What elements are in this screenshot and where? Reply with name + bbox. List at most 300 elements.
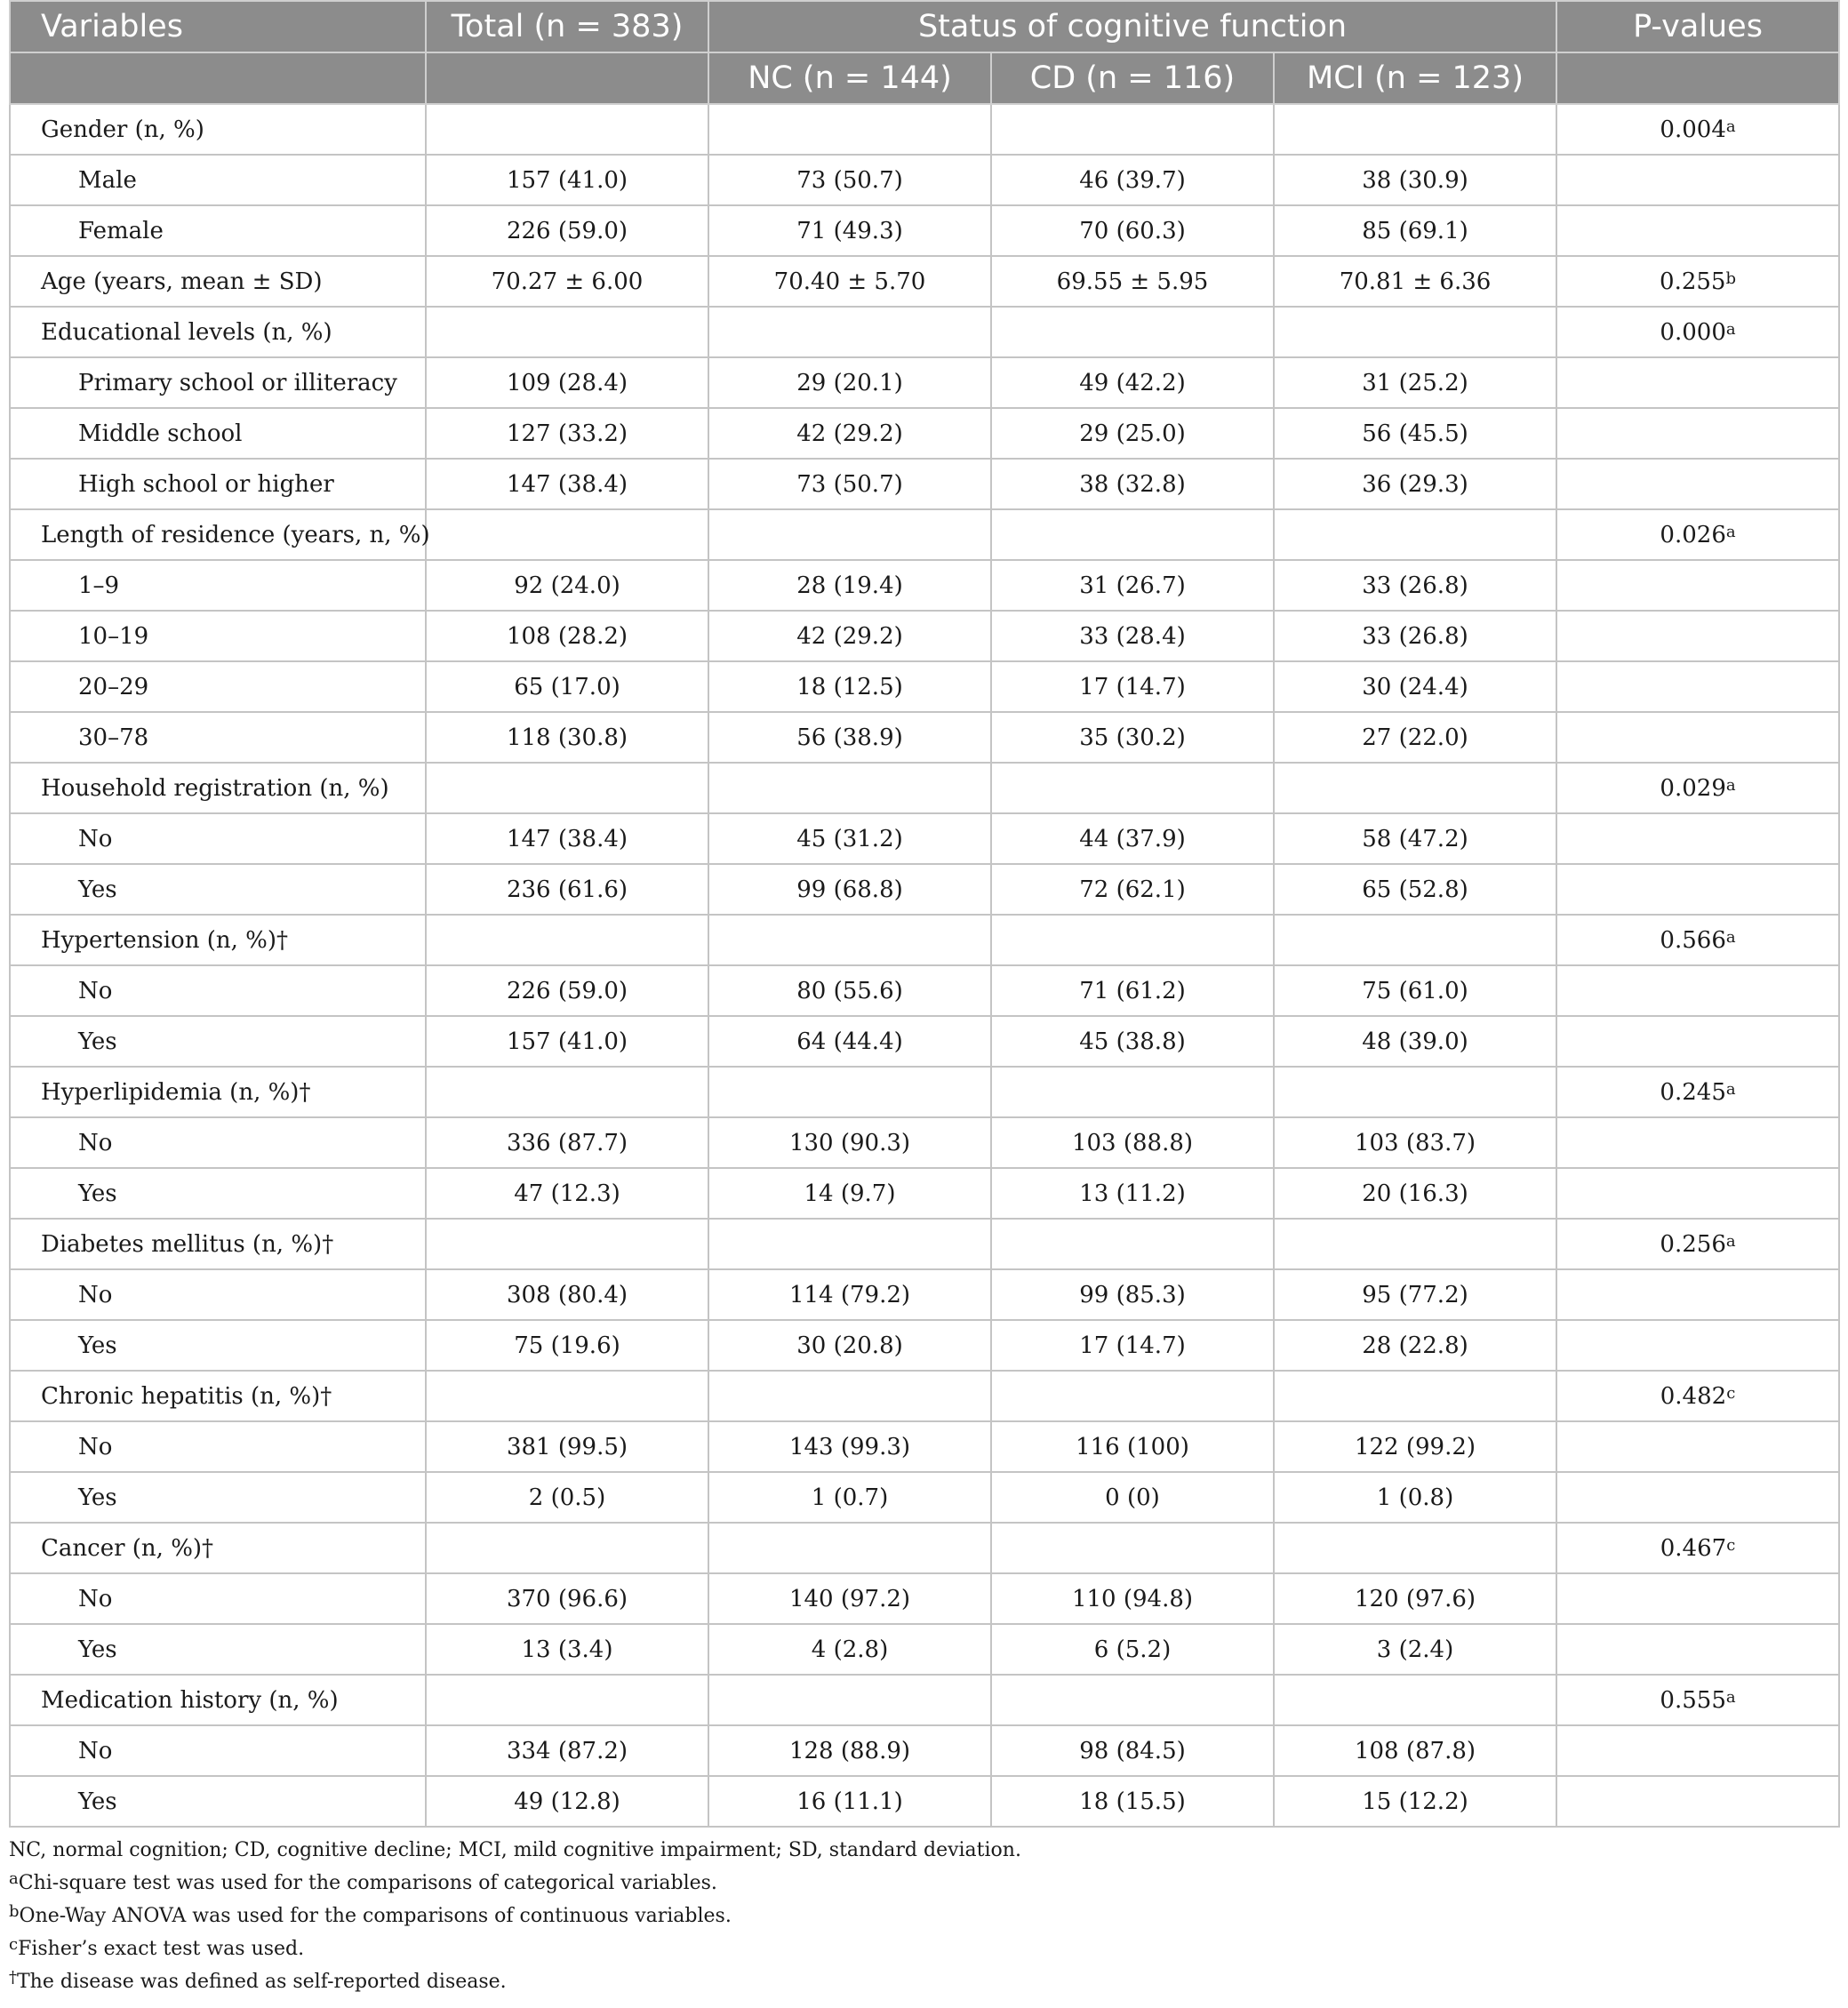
cell-mci-text: 33 (26.8) bbox=[1362, 572, 1468, 599]
cell-variable bbox=[10, 712, 426, 763]
cell-variable bbox=[10, 1523, 426, 1573]
cell-nc-text: 18 (12.5) bbox=[796, 673, 903, 700]
cell-pvalue bbox=[1556, 1168, 1839, 1219]
cell-cd bbox=[991, 509, 1274, 560]
cell-pvalue-text: 0.256 bbox=[1660, 1230, 1726, 1258]
cell-nc-text: 73 (50.7) bbox=[796, 166, 903, 194]
cell-total-text: 381 (99.5) bbox=[506, 1433, 628, 1460]
cell-total bbox=[426, 1421, 708, 1472]
cell-pvalue bbox=[1556, 104, 1839, 155]
cell-variable-text: Length of residence (years, n, %) bbox=[41, 521, 430, 548]
table-row bbox=[10, 1269, 1839, 1320]
cell-cd-text: 31 (26.7) bbox=[1079, 572, 1186, 599]
cell-variable bbox=[10, 763, 426, 813]
table-row bbox=[10, 1168, 1839, 1219]
cell-mci bbox=[1274, 1320, 1556, 1371]
cell-variable bbox=[10, 1168, 426, 1219]
cell-total bbox=[426, 1725, 708, 1776]
cell-nc bbox=[708, 256, 991, 307]
cell-total-text: 226 (59.0) bbox=[506, 977, 628, 1004]
cell-variable-text: Male bbox=[78, 166, 137, 194]
cell-pvalue bbox=[1556, 864, 1839, 915]
footnote-dagger bbox=[9, 1965, 1838, 1998]
cell-cd bbox=[991, 864, 1274, 915]
cell-pvalue bbox=[1556, 408, 1839, 459]
table-container bbox=[9, 0, 1838, 1828]
cell-nc-text: 143 (99.3) bbox=[788, 1433, 911, 1460]
cell-nc bbox=[708, 1168, 991, 1219]
cell-nc-text: 28 (19.4) bbox=[796, 572, 903, 599]
cell-mci-text: 85 (69.1) bbox=[1362, 217, 1468, 244]
cell-total-text: 157 (41.0) bbox=[506, 1028, 628, 1055]
cell-mci-text: 122 (99.2) bbox=[1354, 1433, 1476, 1460]
header-pvalues: P-values bbox=[1556, 1, 1839, 52]
cell-cd bbox=[991, 611, 1274, 661]
table-row bbox=[10, 712, 1839, 763]
cell-pvalue bbox=[1556, 1320, 1839, 1371]
table-row bbox=[10, 155, 1839, 205]
pvalue-superscript: c bbox=[1726, 1535, 1736, 1555]
cell-cd bbox=[991, 104, 1274, 155]
cell-mci bbox=[1274, 763, 1556, 813]
cell-mci bbox=[1274, 915, 1556, 965]
cell-nc-text: 71 (49.3) bbox=[796, 217, 903, 244]
cell-pvalue bbox=[1556, 1472, 1839, 1523]
pvalue-superscript: a bbox=[1725, 1079, 1736, 1099]
pvalue-superscript: c bbox=[1726, 1383, 1736, 1403]
cell-cd bbox=[991, 1371, 1274, 1421]
header-mci: MCI (n = 123) bbox=[1274, 52, 1556, 104]
cell-cd-text: 98 (84.5) bbox=[1079, 1737, 1186, 1764]
cell-cd-text: 6 (5.2) bbox=[1093, 1636, 1172, 1663]
cell-total bbox=[426, 357, 708, 408]
header-variables: Variables bbox=[10, 1, 426, 52]
cell-total-text: 2 (0.5) bbox=[528, 1484, 606, 1511]
table-row bbox=[10, 459, 1839, 509]
cell-pvalue bbox=[1556, 661, 1839, 712]
cell-variable-text: Yes bbox=[78, 1028, 117, 1055]
cell-variable bbox=[10, 1016, 426, 1067]
cell-mci bbox=[1274, 1219, 1556, 1269]
cell-variable-text: Middle school bbox=[78, 420, 243, 447]
cell-cd bbox=[991, 1776, 1274, 1827]
cell-variable bbox=[10, 1371, 426, 1421]
table-row bbox=[10, 357, 1839, 408]
cell-total bbox=[426, 307, 708, 357]
cell-nc-text: 42 (29.2) bbox=[796, 420, 903, 447]
header-nc: NC (n = 144) bbox=[708, 52, 991, 104]
cell-nc-text: 56 (38.9) bbox=[796, 724, 903, 751]
pvalue-superscript: a bbox=[1725, 116, 1736, 136]
cell-nc bbox=[708, 1016, 991, 1067]
table-row bbox=[10, 915, 1839, 965]
cell-cd bbox=[991, 965, 1274, 1016]
cell-cd-text: 103 (88.8) bbox=[1071, 1129, 1194, 1156]
cell-total-text: 226 (59.0) bbox=[506, 217, 628, 244]
cell-nc-text: 99 (68.8) bbox=[796, 876, 903, 903]
table-row bbox=[10, 1776, 1839, 1827]
cell-nc bbox=[708, 611, 991, 661]
table-row bbox=[10, 813, 1839, 864]
cell-nc bbox=[708, 104, 991, 155]
cell-variable-text: Hyperlipidemia (n, %)† bbox=[41, 1078, 311, 1106]
cell-total bbox=[426, 205, 708, 256]
cell-variable bbox=[10, 1320, 426, 1371]
cell-mci-text: 70.81 ± 6.36 bbox=[1339, 268, 1492, 295]
cell-cd bbox=[991, 661, 1274, 712]
footnote-b bbox=[9, 1900, 1838, 1932]
cell-pvalue bbox=[1556, 1725, 1839, 1776]
cell-cd bbox=[991, 763, 1274, 813]
cell-total bbox=[426, 256, 708, 307]
cell-total bbox=[426, 104, 708, 155]
cell-mci-text: 20 (16.3) bbox=[1362, 1180, 1468, 1207]
cell-mci-text: 27 (22.0) bbox=[1362, 724, 1468, 751]
cell-cd bbox=[991, 1624, 1274, 1675]
cell-pvalue bbox=[1556, 1421, 1839, 1472]
cell-total bbox=[426, 509, 708, 560]
header-cd: CD (n = 116) bbox=[991, 52, 1274, 104]
cell-variable bbox=[10, 1067, 426, 1117]
cell-mci-text: 15 (12.2) bbox=[1362, 1788, 1468, 1815]
cell-nc bbox=[708, 1725, 991, 1776]
cell-cd-text: 17 (14.7) bbox=[1079, 1332, 1186, 1359]
cell-nc-text: 45 (31.2) bbox=[796, 825, 903, 852]
cell-variable bbox=[10, 1776, 426, 1827]
cell-nc bbox=[708, 763, 991, 813]
cell-mci bbox=[1274, 1776, 1556, 1827]
pvalue-superscript: b bbox=[1725, 268, 1736, 288]
cell-mci bbox=[1274, 1421, 1556, 1472]
cell-nc-text: 30 (20.8) bbox=[796, 1332, 903, 1359]
cell-total bbox=[426, 1016, 708, 1067]
cell-mci-text: 75 (61.0) bbox=[1362, 977, 1468, 1004]
cell-variable-text: Female bbox=[78, 217, 164, 244]
cell-variable bbox=[10, 864, 426, 915]
cell-pvalue bbox=[1556, 256, 1839, 307]
table-row bbox=[10, 1472, 1839, 1523]
cell-total bbox=[426, 1523, 708, 1573]
cell-total-text: 370 (96.6) bbox=[506, 1585, 628, 1612]
cell-variable-text: Household registration (n, %) bbox=[41, 774, 389, 802]
cell-mci-text: 28 (22.8) bbox=[1362, 1332, 1468, 1359]
footnote-b-text: One-Way ANOVA was used for the comparisons of continuous variables. bbox=[19, 1905, 732, 1927]
footnote-abbreviations: NC, normal cognition; CD, cognitive decline; MCI, mild cognitive impairment; SD, standard deviation. bbox=[9, 1839, 1021, 1861]
cell-mci bbox=[1274, 1523, 1556, 1573]
cell-total-text: 336 (87.7) bbox=[506, 1129, 628, 1156]
cell-variable-text: Primary school or illiteracy bbox=[78, 369, 397, 396]
cell-pvalue-text: 0.555 bbox=[1660, 1686, 1726, 1714]
cell-mci bbox=[1274, 1016, 1556, 1067]
cell-variable-text: 10–19 bbox=[78, 622, 149, 650]
cell-total bbox=[426, 813, 708, 864]
cell-total bbox=[426, 1573, 708, 1624]
cell-total bbox=[426, 1168, 708, 1219]
cell-mci bbox=[1274, 307, 1556, 357]
cell-nc-text: 42 (29.2) bbox=[796, 622, 903, 650]
cell-pvalue bbox=[1556, 1675, 1839, 1725]
cell-total bbox=[426, 611, 708, 661]
cell-total-text: 127 (33.2) bbox=[506, 420, 628, 447]
cell-pvalue bbox=[1556, 1269, 1839, 1320]
cell-cd bbox=[991, 1269, 1274, 1320]
cell-cd bbox=[991, 307, 1274, 357]
footnote-a-text: Chi-square test was used for the comparisons of categorical variables. bbox=[18, 1872, 717, 1894]
cell-cd-text: 110 (94.8) bbox=[1071, 1585, 1194, 1612]
cell-variable-text: Hypertension (n, %)† bbox=[41, 926, 288, 954]
cell-nc bbox=[708, 1117, 991, 1168]
cell-mci-text: 58 (47.2) bbox=[1362, 825, 1468, 852]
cell-nc bbox=[708, 155, 991, 205]
cell-variable-text: Educational levels (n, %) bbox=[41, 318, 332, 346]
cell-mci-text: 56 (45.5) bbox=[1362, 420, 1468, 447]
cell-total-text: 109 (28.4) bbox=[506, 369, 628, 396]
cell-cd bbox=[991, 205, 1274, 256]
table-row bbox=[10, 1117, 1839, 1168]
cell-nc bbox=[708, 205, 991, 256]
cell-cd bbox=[991, 459, 1274, 509]
cell-variable bbox=[10, 1472, 426, 1523]
cell-variable bbox=[10, 1269, 426, 1320]
table-row bbox=[10, 661, 1839, 712]
cell-mci-text: 108 (87.8) bbox=[1354, 1737, 1476, 1764]
cell-total-text: 75 (19.6) bbox=[514, 1332, 620, 1359]
cell-nc bbox=[708, 459, 991, 509]
cell-mci bbox=[1274, 509, 1556, 560]
cell-pvalue bbox=[1556, 1371, 1839, 1421]
cell-mci bbox=[1274, 611, 1556, 661]
cell-pvalue bbox=[1556, 965, 1839, 1016]
cell-variable-text: No bbox=[78, 1281, 113, 1308]
cell-pvalue-text: 0.467 bbox=[1660, 1534, 1727, 1562]
footnote-c bbox=[9, 1932, 1838, 1965]
cell-total bbox=[426, 1320, 708, 1371]
cell-cd bbox=[991, 1472, 1274, 1523]
baseline-characteristics-table bbox=[9, 0, 1840, 1828]
cell-cd bbox=[991, 357, 1274, 408]
cell-mci bbox=[1274, 1117, 1556, 1168]
cell-nc-text: 14 (9.7) bbox=[804, 1180, 896, 1207]
cell-pvalue-text: 0.026 bbox=[1660, 521, 1726, 548]
cell-mci bbox=[1274, 1472, 1556, 1523]
cell-variable-text: No bbox=[78, 1129, 113, 1156]
cell-pvalue bbox=[1556, 1776, 1839, 1827]
cell-total bbox=[426, 1067, 708, 1117]
cell-cd-text: 38 (32.8) bbox=[1079, 470, 1186, 498]
cell-total bbox=[426, 1117, 708, 1168]
table-row bbox=[10, 1573, 1839, 1624]
cell-total bbox=[426, 915, 708, 965]
cell-cd bbox=[991, 915, 1274, 965]
cell-variable-text: Yes bbox=[78, 1788, 117, 1815]
cell-nc bbox=[708, 864, 991, 915]
table-row bbox=[10, 1523, 1839, 1573]
table-row bbox=[10, 1624, 1839, 1675]
cell-variable bbox=[10, 813, 426, 864]
cell-variable-text: Cancer (n, %)† bbox=[41, 1534, 214, 1562]
cell-pvalue-text: 0.482 bbox=[1660, 1382, 1727, 1410]
cell-variable-text: No bbox=[78, 825, 113, 852]
table-row bbox=[10, 205, 1839, 256]
cell-total bbox=[426, 1624, 708, 1675]
cell-variable-text: Yes bbox=[78, 1332, 117, 1359]
cell-mci bbox=[1274, 459, 1556, 509]
header-blank-variables bbox=[10, 52, 426, 104]
table-row bbox=[10, 1371, 1839, 1421]
table-row bbox=[10, 1675, 1839, 1725]
cell-total-text: 147 (38.4) bbox=[506, 825, 628, 852]
footnote-a bbox=[9, 1867, 1838, 1900]
cell-nc bbox=[708, 661, 991, 712]
cell-variable bbox=[10, 1624, 426, 1675]
cell-variable bbox=[10, 104, 426, 155]
cell-cd-text: 70 (60.3) bbox=[1079, 217, 1186, 244]
cell-nc bbox=[708, 1472, 991, 1523]
cell-nc bbox=[708, 1624, 991, 1675]
cell-variable bbox=[10, 357, 426, 408]
cell-cd bbox=[991, 256, 1274, 307]
cell-total bbox=[426, 661, 708, 712]
cell-nc bbox=[708, 1776, 991, 1827]
table-row bbox=[10, 509, 1839, 560]
table-row bbox=[10, 864, 1839, 915]
cell-mci bbox=[1274, 1573, 1556, 1624]
cell-cd-text: 72 (62.1) bbox=[1079, 876, 1186, 903]
cell-nc-text: 140 (97.2) bbox=[788, 1585, 911, 1612]
cell-total-text: 334 (87.2) bbox=[506, 1737, 628, 1764]
cell-total-text: 108 (28.2) bbox=[506, 622, 628, 650]
table-row bbox=[10, 611, 1839, 661]
cell-pvalue bbox=[1556, 1219, 1839, 1269]
cell-variable-text: 1–9 bbox=[78, 572, 120, 599]
cell-cd bbox=[991, 813, 1274, 864]
cell-pvalue bbox=[1556, 712, 1839, 763]
cell-cd bbox=[991, 1421, 1274, 1472]
cell-variable-text: 20–29 bbox=[78, 673, 149, 700]
cell-variable bbox=[10, 155, 426, 205]
cell-variable-text: Diabetes mellitus (n, %)† bbox=[41, 1230, 334, 1258]
cell-pvalue bbox=[1556, 1117, 1839, 1168]
cell-mci bbox=[1274, 1675, 1556, 1725]
footnote-c-text: Fisher’s exact test was used. bbox=[18, 1938, 305, 1960]
cell-nc bbox=[708, 1573, 991, 1624]
cell-mci bbox=[1274, 1269, 1556, 1320]
cell-total-text: 236 (61.6) bbox=[506, 876, 628, 903]
cell-nc bbox=[708, 560, 991, 611]
cell-variable bbox=[10, 205, 426, 256]
cell-variable-text: No bbox=[78, 1737, 113, 1764]
cell-variable-text: 30–78 bbox=[78, 724, 149, 751]
cell-mci bbox=[1274, 864, 1556, 915]
cell-variable bbox=[10, 509, 430, 560]
cell-cd bbox=[991, 1725, 1274, 1776]
table-row bbox=[10, 1219, 1839, 1269]
cell-total-text: 147 (38.4) bbox=[506, 470, 628, 498]
cell-nc bbox=[708, 1421, 991, 1472]
cell-cd-text: 46 (39.7) bbox=[1079, 166, 1186, 194]
cell-mci bbox=[1274, 357, 1556, 408]
cell-total bbox=[426, 1776, 708, 1827]
cell-cd bbox=[991, 1573, 1274, 1624]
cell-pvalue bbox=[1556, 1573, 1839, 1624]
cell-cd-text: 69.55 ± 5.95 bbox=[1056, 268, 1209, 295]
cell-pvalue bbox=[1556, 357, 1839, 408]
pvalue-superscript: a bbox=[1725, 927, 1736, 947]
cell-total-text: 157 (41.0) bbox=[506, 166, 628, 194]
cell-nc bbox=[708, 1219, 991, 1269]
footnote-c-mark: c bbox=[9, 1935, 19, 1954]
cell-mci bbox=[1274, 205, 1556, 256]
cell-variable bbox=[10, 1421, 426, 1472]
cell-cd bbox=[991, 560, 1274, 611]
cell-total bbox=[426, 155, 708, 205]
cell-mci bbox=[1274, 1725, 1556, 1776]
cell-pvalue bbox=[1556, 307, 1839, 357]
cell-variable bbox=[10, 256, 426, 307]
cell-mci-text: 38 (30.9) bbox=[1362, 166, 1468, 194]
cell-variable bbox=[10, 1117, 426, 1168]
cell-variable bbox=[10, 408, 426, 459]
cell-total bbox=[426, 459, 708, 509]
cell-pvalue bbox=[1556, 1016, 1839, 1067]
cell-mci bbox=[1274, 560, 1556, 611]
cell-mci bbox=[1274, 1371, 1556, 1421]
header-blank-total bbox=[426, 52, 708, 104]
cell-cd bbox=[991, 408, 1274, 459]
cell-total bbox=[426, 763, 708, 813]
cell-mci bbox=[1274, 408, 1556, 459]
cell-nc-text: 16 (11.1) bbox=[796, 1788, 903, 1815]
cell-mci-text: 31 (25.2) bbox=[1362, 369, 1468, 396]
cell-mci-text: 30 (24.4) bbox=[1362, 673, 1468, 700]
cell-pvalue bbox=[1556, 560, 1839, 611]
footnote-dagger-mark: † bbox=[9, 1968, 17, 1987]
pvalue-superscript: a bbox=[1725, 1687, 1736, 1707]
cell-total-text: 118 (30.8) bbox=[506, 724, 628, 751]
cell-mci-text: 103 (83.7) bbox=[1354, 1129, 1476, 1156]
cell-variable-text: Yes bbox=[78, 1484, 117, 1511]
cell-mci-text: 95 (77.2) bbox=[1362, 1281, 1468, 1308]
cell-nc bbox=[708, 1675, 991, 1725]
cell-cd-text: 44 (37.9) bbox=[1079, 825, 1186, 852]
table-row bbox=[10, 1421, 1839, 1472]
cell-mci-text: 3 (2.4) bbox=[1376, 1636, 1454, 1663]
cell-variable-text: No bbox=[78, 1585, 113, 1612]
cell-total bbox=[426, 408, 708, 459]
cell-variable bbox=[10, 1219, 426, 1269]
cell-nc bbox=[708, 1320, 991, 1371]
cell-pvalue bbox=[1556, 813, 1839, 864]
cell-total bbox=[426, 712, 708, 763]
cell-mci bbox=[1274, 256, 1556, 307]
cell-pvalue bbox=[1556, 915, 1839, 965]
table-row bbox=[10, 408, 1839, 459]
cell-nc-text: 64 (44.4) bbox=[796, 1028, 903, 1055]
cell-mci-text: 1 (0.8) bbox=[1376, 1484, 1454, 1511]
cell-variable bbox=[10, 1675, 426, 1725]
cell-total-text: 92 (24.0) bbox=[514, 572, 620, 599]
cell-cd bbox=[991, 712, 1274, 763]
table-row bbox=[10, 104, 1839, 155]
cell-mci bbox=[1274, 155, 1556, 205]
cell-total-text: 70.27 ± 6.00 bbox=[491, 268, 644, 295]
cell-nc bbox=[708, 1523, 991, 1573]
cell-cd bbox=[991, 1675, 1274, 1725]
table-row bbox=[10, 1320, 1839, 1371]
cell-total bbox=[426, 1675, 708, 1725]
table-row bbox=[10, 1067, 1839, 1117]
cell-variable bbox=[10, 661, 426, 712]
